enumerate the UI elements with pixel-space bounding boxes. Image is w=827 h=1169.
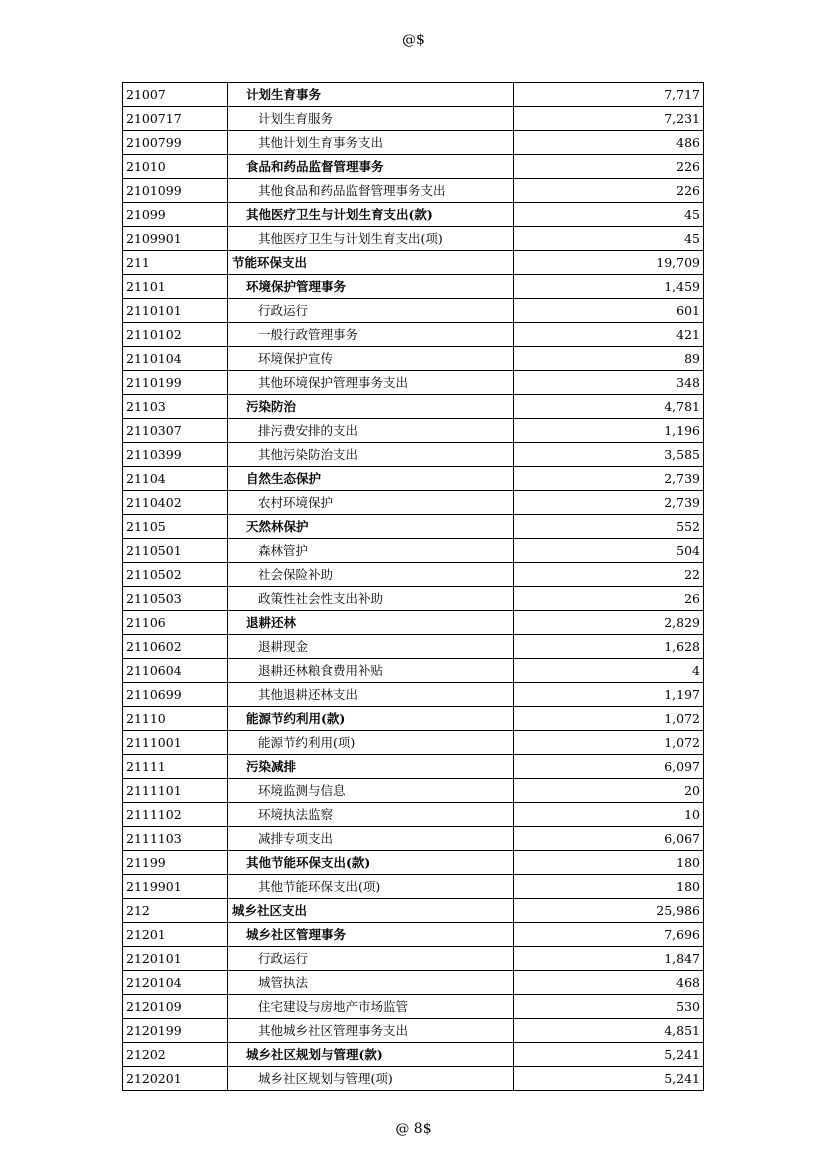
table-row bbox=[123, 371, 704, 395]
row-name: 节能环保支出 bbox=[228, 251, 514, 275]
row-amount: 226 bbox=[514, 179, 704, 203]
table-row bbox=[123, 299, 704, 323]
row-amount: 7,231 bbox=[514, 107, 704, 131]
row-amount: 530 bbox=[514, 995, 704, 1019]
row-name: 其他医疗卫生与计划生育支出(款) bbox=[228, 203, 514, 227]
row-code: 21110 bbox=[123, 707, 228, 731]
row-amount: 25,986 bbox=[514, 899, 704, 923]
row-code: 2110102 bbox=[123, 323, 228, 347]
row-amount: 10 bbox=[514, 803, 704, 827]
row-code: 2110104 bbox=[123, 347, 228, 371]
row-amount: 20 bbox=[514, 779, 704, 803]
row-name: 天然林保护 bbox=[228, 515, 514, 539]
row-amount: 348 bbox=[514, 371, 704, 395]
table-row bbox=[123, 731, 704, 755]
row-amount: 5,241 bbox=[514, 1067, 704, 1091]
row-name: 城乡社区管理事务 bbox=[228, 923, 514, 947]
row-code: 21202 bbox=[123, 1043, 228, 1067]
table-row bbox=[123, 707, 704, 731]
row-name: 其他污染防治支出 bbox=[228, 443, 514, 467]
row-amount: 504 bbox=[514, 539, 704, 563]
row-name: 行政运行 bbox=[228, 947, 514, 971]
table-row bbox=[123, 323, 704, 347]
row-amount: 486 bbox=[514, 131, 704, 155]
row-code: 21010 bbox=[123, 155, 228, 179]
row-name: 行政运行 bbox=[228, 299, 514, 323]
row-amount: 421 bbox=[514, 323, 704, 347]
row-name: 其他节能环保支出(项) bbox=[228, 875, 514, 899]
table-row bbox=[123, 563, 704, 587]
row-amount: 468 bbox=[514, 971, 704, 995]
row-name: 环境监测与信息 bbox=[228, 779, 514, 803]
table-row bbox=[123, 947, 704, 971]
row-code: 2110199 bbox=[123, 371, 228, 395]
row-code: 21106 bbox=[123, 611, 228, 635]
table-row bbox=[123, 803, 704, 827]
row-name: 森林管护 bbox=[228, 539, 514, 563]
row-code: 2100717 bbox=[123, 107, 228, 131]
table-row bbox=[123, 467, 704, 491]
row-name: 能源节约利用(款) bbox=[228, 707, 514, 731]
row-name: 城乡社区支出 bbox=[228, 899, 514, 923]
budget-table bbox=[122, 82, 704, 1091]
row-name: 城乡社区规划与管理(款) bbox=[228, 1043, 514, 1067]
table-row bbox=[123, 971, 704, 995]
row-amount: 1,072 bbox=[514, 731, 704, 755]
row-name: 政策性社会性支出补助 bbox=[228, 587, 514, 611]
row-amount: 552 bbox=[514, 515, 704, 539]
row-name: 自然生态保护 bbox=[228, 467, 514, 491]
row-amount: 4,781 bbox=[514, 395, 704, 419]
row-name: 退耕还林粮食费用补贴 bbox=[228, 659, 514, 683]
table-row bbox=[123, 683, 704, 707]
row-name: 计划生育事务 bbox=[228, 83, 514, 107]
row-code: 2110604 bbox=[123, 659, 228, 683]
row-name: 减排专项支出 bbox=[228, 827, 514, 851]
row-amount: 1,628 bbox=[514, 635, 704, 659]
row-code: 2110602 bbox=[123, 635, 228, 659]
row-amount: 1,196 bbox=[514, 419, 704, 443]
row-amount: 2,739 bbox=[514, 491, 704, 515]
row-code: 21111 bbox=[123, 755, 228, 779]
table-row bbox=[123, 395, 704, 419]
table-row bbox=[123, 587, 704, 611]
row-amount: 1,197 bbox=[514, 683, 704, 707]
row-name: 污染防治 bbox=[228, 395, 514, 419]
row-code: 2111103 bbox=[123, 827, 228, 851]
row-code: 2110101 bbox=[123, 299, 228, 323]
table-row bbox=[123, 107, 704, 131]
row-code: 2119901 bbox=[123, 875, 228, 899]
row-code: 212 bbox=[123, 899, 228, 923]
row-amount: 26 bbox=[514, 587, 704, 611]
row-code: 21105 bbox=[123, 515, 228, 539]
row-code: 21101 bbox=[123, 275, 228, 299]
row-code: 2109901 bbox=[123, 227, 228, 251]
row-name: 其他计划生育事务支出 bbox=[228, 131, 514, 155]
row-code: 2110402 bbox=[123, 491, 228, 515]
row-amount: 7,717 bbox=[514, 83, 704, 107]
table-row bbox=[123, 419, 704, 443]
table-row bbox=[123, 539, 704, 563]
row-name: 退耕现金 bbox=[228, 635, 514, 659]
row-amount: 45 bbox=[514, 227, 704, 251]
row-amount: 601 bbox=[514, 299, 704, 323]
row-code: 2120199 bbox=[123, 1019, 228, 1043]
row-amount: 4,851 bbox=[514, 1019, 704, 1043]
row-name: 排污费安排的支出 bbox=[228, 419, 514, 443]
row-amount: 2,829 bbox=[514, 611, 704, 635]
row-code: 2110307 bbox=[123, 419, 228, 443]
row-code: 2120109 bbox=[123, 995, 228, 1019]
row-code: 211 bbox=[123, 251, 228, 275]
row-amount: 4 bbox=[514, 659, 704, 683]
row-name: 能源节约利用(项) bbox=[228, 731, 514, 755]
table-row bbox=[123, 275, 704, 299]
table-row bbox=[123, 515, 704, 539]
row-name: 其他医疗卫生与计划生育支出(项) bbox=[228, 227, 514, 251]
row-name: 其他退耕还林支出 bbox=[228, 683, 514, 707]
row-amount: 45 bbox=[514, 203, 704, 227]
table-row bbox=[123, 179, 704, 203]
table-row bbox=[123, 1019, 704, 1043]
table-row bbox=[123, 755, 704, 779]
row-amount: 19,709 bbox=[514, 251, 704, 275]
row-code: 2101099 bbox=[123, 179, 228, 203]
row-name: 污染减排 bbox=[228, 755, 514, 779]
row-code: 21104 bbox=[123, 467, 228, 491]
table-row bbox=[123, 155, 704, 179]
table-row bbox=[123, 899, 704, 923]
row-name: 其他环境保护管理事务支出 bbox=[228, 371, 514, 395]
row-amount: 1,459 bbox=[514, 275, 704, 299]
row-name: 环境保护管理事务 bbox=[228, 275, 514, 299]
row-amount: 1,072 bbox=[514, 707, 704, 731]
table-row bbox=[123, 779, 704, 803]
table-row bbox=[123, 1067, 704, 1091]
row-amount: 5,241 bbox=[514, 1043, 704, 1067]
row-amount: 6,067 bbox=[514, 827, 704, 851]
row-amount: 3,585 bbox=[514, 443, 704, 467]
row-name: 其他城乡社区管理事务支出 bbox=[228, 1019, 514, 1043]
row-amount: 7,696 bbox=[514, 923, 704, 947]
row-name: 农村环境保护 bbox=[228, 491, 514, 515]
table-row bbox=[123, 659, 704, 683]
row-name: 环境执法监察 bbox=[228, 803, 514, 827]
row-name: 计划生育服务 bbox=[228, 107, 514, 131]
row-name: 城管执法 bbox=[228, 971, 514, 995]
row-code: 2111001 bbox=[123, 731, 228, 755]
table-row bbox=[123, 443, 704, 467]
row-amount: 22 bbox=[514, 563, 704, 587]
row-name: 环境保护宣传 bbox=[228, 347, 514, 371]
row-code: 21199 bbox=[123, 851, 228, 875]
row-name: 其他食品和药品监督管理事务支出 bbox=[228, 179, 514, 203]
row-name: 住宅建设与房地产市场监管 bbox=[228, 995, 514, 1019]
row-name: 一般行政管理事务 bbox=[228, 323, 514, 347]
row-amount: 180 bbox=[514, 875, 704, 899]
row-code: 2111101 bbox=[123, 779, 228, 803]
row-name: 食品和药品监督管理事务 bbox=[228, 155, 514, 179]
row-code: 2120201 bbox=[123, 1067, 228, 1091]
row-code: 21099 bbox=[123, 203, 228, 227]
row-amount: 2,739 bbox=[514, 467, 704, 491]
table-row bbox=[123, 251, 704, 275]
budget-table-body bbox=[123, 83, 704, 1091]
row-code: 2100799 bbox=[123, 131, 228, 155]
table-row bbox=[123, 611, 704, 635]
row-amount: 89 bbox=[514, 347, 704, 371]
table-row bbox=[123, 635, 704, 659]
row-amount: 180 bbox=[514, 851, 704, 875]
table-row bbox=[123, 875, 704, 899]
row-code: 2110502 bbox=[123, 563, 228, 587]
row-amount: 6,097 bbox=[514, 755, 704, 779]
row-code: 2120101 bbox=[123, 947, 228, 971]
row-code: 2110503 bbox=[123, 587, 228, 611]
row-code: 2111102 bbox=[123, 803, 228, 827]
table-row bbox=[123, 347, 704, 371]
row-code: 2110399 bbox=[123, 443, 228, 467]
table-row bbox=[123, 923, 704, 947]
table-row bbox=[123, 131, 704, 155]
table-row bbox=[123, 1043, 704, 1067]
page-header: @$ bbox=[402, 32, 425, 48]
row-amount: 226 bbox=[514, 155, 704, 179]
table-row bbox=[123, 227, 704, 251]
row-name: 城乡社区规划与管理(项) bbox=[228, 1067, 514, 1091]
row-code: 21007 bbox=[123, 83, 228, 107]
table-row bbox=[123, 83, 704, 107]
row-code: 2110699 bbox=[123, 683, 228, 707]
table-row bbox=[123, 203, 704, 227]
row-name: 其他节能环保支出(款) bbox=[228, 851, 514, 875]
row-code: 2110501 bbox=[123, 539, 228, 563]
table-row bbox=[123, 995, 704, 1019]
row-name: 社会保险补助 bbox=[228, 563, 514, 587]
page-footer: @ 8$ bbox=[395, 1121, 432, 1137]
table-row bbox=[123, 851, 704, 875]
row-amount: 1,847 bbox=[514, 947, 704, 971]
row-code: 2120104 bbox=[123, 971, 228, 995]
row-name: 退耕还林 bbox=[228, 611, 514, 635]
table-row bbox=[123, 827, 704, 851]
row-code: 21103 bbox=[123, 395, 228, 419]
row-code: 21201 bbox=[123, 923, 228, 947]
table-row bbox=[123, 491, 704, 515]
